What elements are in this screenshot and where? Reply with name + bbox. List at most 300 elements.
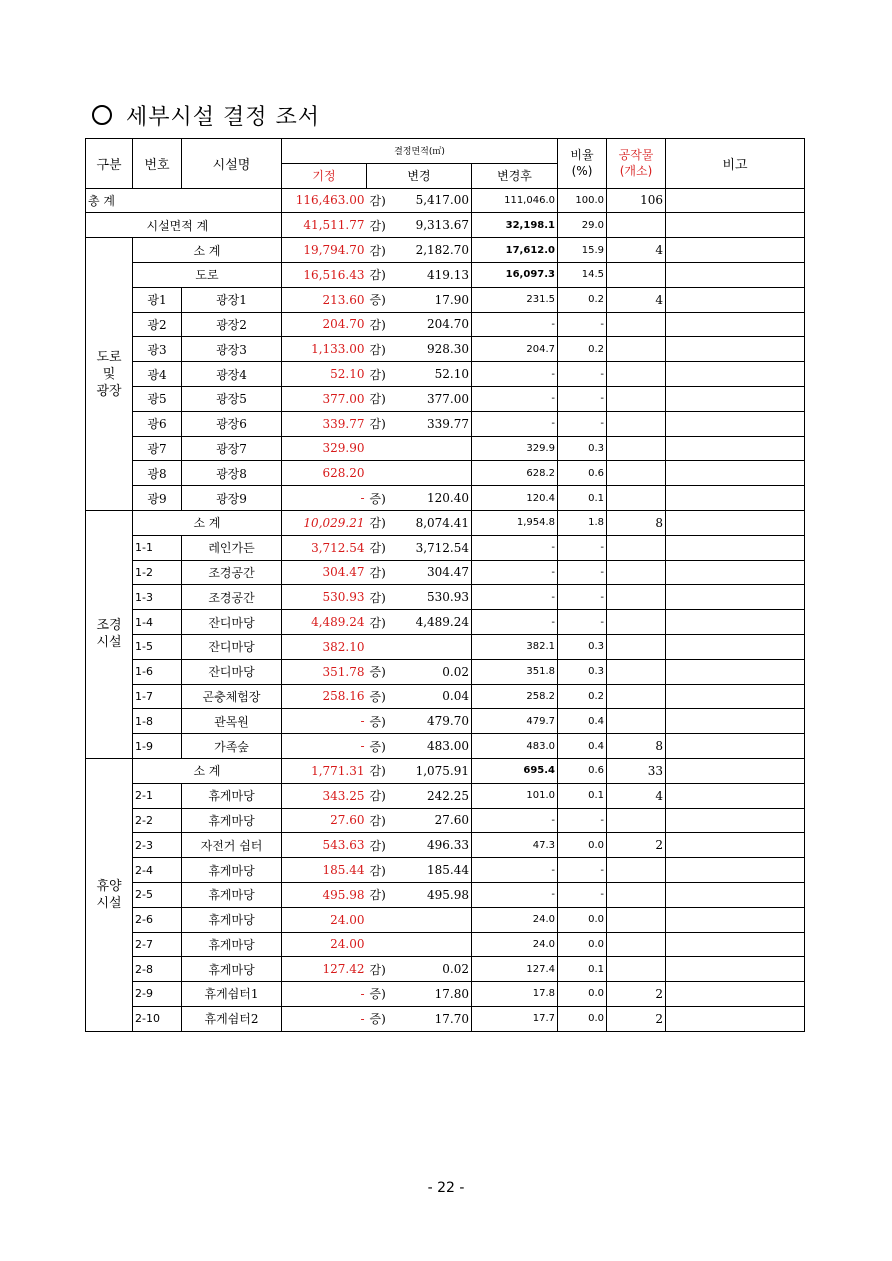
cell-change (390, 907, 472, 932)
cell-orig: - (282, 486, 367, 511)
group-label-line: 및 (102, 366, 116, 382)
cell-works: 2 (607, 1006, 666, 1031)
group-label (86, 238, 133, 511)
cell-after: 17.7 (472, 1006, 558, 1031)
cell-works (607, 659, 666, 684)
cell-ratio: 0.3 (558, 436, 607, 461)
cell-orig: 382.10 (282, 634, 367, 659)
cell-note (666, 386, 805, 411)
cell-sign (367, 634, 390, 659)
table-row (86, 858, 805, 883)
cell-orig: 329.90 (282, 436, 367, 461)
cell-after: - (472, 882, 558, 907)
cell-sign: 감) (367, 758, 390, 783)
cell-works (607, 610, 666, 635)
cell-after: 695.4 (472, 758, 558, 783)
cell-note (666, 287, 805, 312)
cell-change: 8,074.41 (390, 510, 472, 535)
cell-after: 32,198.1 (472, 213, 558, 238)
cell-after: 204.7 (472, 337, 558, 362)
cell-name: 잔디마당 (182, 634, 282, 659)
cell-sign: 감) (367, 560, 390, 585)
cell-name: 광장6 (182, 411, 282, 436)
cell-sign (367, 461, 390, 486)
cell-change: 27.60 (390, 808, 472, 833)
group-label (86, 510, 133, 758)
facility-label: 시설면적 계 (133, 213, 282, 238)
cell-sign: 감) (367, 362, 390, 387)
cell-ratio: - (558, 560, 607, 585)
subtotal-label: 소 계 (133, 238, 282, 263)
cell-works (607, 882, 666, 907)
cell-change: 0.02 (390, 659, 472, 684)
cell-ratio: - (558, 535, 607, 560)
cell-num: 1-4 (133, 610, 182, 635)
table-row (86, 684, 805, 709)
cell-name: 광장8 (182, 461, 282, 486)
cell-works (607, 585, 666, 610)
cell-ratio: 0.0 (558, 1006, 607, 1031)
cell-name: 레인가든 (182, 535, 282, 560)
cell-note (666, 238, 805, 263)
cell-sign: 감) (367, 858, 390, 883)
cell-note (666, 436, 805, 461)
cell-sign: 감) (367, 312, 390, 337)
cell-change: 52.10 (390, 362, 472, 387)
cell-note (666, 709, 805, 734)
cell-after: 24.0 (472, 932, 558, 957)
cell-ratio: 0.6 (558, 461, 607, 486)
cell-orig: 52.10 (282, 362, 367, 387)
table-row (86, 560, 805, 585)
header-after: 변경후 (472, 163, 558, 188)
cell-works (607, 312, 666, 337)
cell-works (607, 932, 666, 957)
cell-works (607, 560, 666, 585)
cell-num: 1-6 (133, 659, 182, 684)
cell-note (666, 486, 805, 511)
group-label (86, 758, 133, 1031)
subtotal-label: 소 계 (133, 758, 282, 783)
header-ratio-unit: (%) (571, 164, 593, 179)
cell-num: 2-8 (133, 957, 182, 982)
cell-num: 2-5 (133, 882, 182, 907)
cell-note (666, 957, 805, 982)
subtotal-row (86, 238, 805, 263)
cell-works: 4 (607, 287, 666, 312)
road-row (86, 262, 805, 287)
cell-ratio: 0.4 (558, 709, 607, 734)
cell-after: - (472, 535, 558, 560)
cell-ratio: - (558, 386, 607, 411)
cell-num: 2-7 (133, 932, 182, 957)
cell-ratio: 0.0 (558, 982, 607, 1007)
cell-orig: 16,516.43 (282, 262, 367, 287)
cell-works: 8 (607, 510, 666, 535)
cell-after: 628.2 (472, 461, 558, 486)
cell-ratio: 0.2 (558, 287, 607, 312)
cell-change: 5,417.00 (390, 188, 472, 213)
cell-works: 8 (607, 734, 666, 759)
cell-ratio: 100.0 (558, 188, 607, 213)
cell-ratio: 0.6 (558, 758, 607, 783)
cell-orig: 543.63 (282, 833, 367, 858)
cell-sign: 증) (367, 709, 390, 734)
cell-num: 2-3 (133, 833, 182, 858)
cell-orig: 24.00 (282, 932, 367, 957)
cell-works (607, 808, 666, 833)
cell-after: - (472, 362, 558, 387)
cell-change: 185.44 (390, 858, 472, 883)
cell-ratio: 0.2 (558, 684, 607, 709)
cell-note (666, 585, 805, 610)
cell-change: 9,313.67 (390, 213, 472, 238)
cell-ratio: - (558, 610, 607, 635)
cell-name: 휴게마당 (182, 858, 282, 883)
cell-note (666, 1006, 805, 1031)
cell-num: 광3 (133, 337, 182, 362)
cell-name: 휴게마당 (182, 882, 282, 907)
table-row (86, 734, 805, 759)
total-row (86, 188, 805, 213)
header-change: 변경 (367, 163, 472, 188)
table-row (86, 808, 805, 833)
cell-sign: 감) (367, 833, 390, 858)
circle-icon (92, 105, 112, 125)
cell-change: 0.04 (390, 684, 472, 709)
cell-name: 가족숲 (182, 734, 282, 759)
cell-change: 120.40 (390, 486, 472, 511)
cell-orig: 495.98 (282, 882, 367, 907)
cell-note (666, 312, 805, 337)
cell-orig: 258.16 (282, 684, 367, 709)
cell-change: 419.13 (390, 262, 472, 287)
cell-ratio: 0.0 (558, 932, 607, 957)
cell-orig: 41,511.77 (282, 213, 367, 238)
group-label-line: 시설 (96, 635, 122, 651)
cell-name: 광장7 (182, 436, 282, 461)
cell-name: 광장3 (182, 337, 282, 362)
total-label: 총 계 (86, 188, 282, 213)
table-row (86, 287, 805, 312)
cell-note (666, 213, 805, 238)
header-name: 시설명 (182, 139, 282, 189)
group-label-line: 도로 (96, 349, 122, 365)
cell-num: 1-7 (133, 684, 182, 709)
cell-note (666, 634, 805, 659)
cell-ratio: 0.2 (558, 337, 607, 362)
table-row (86, 337, 805, 362)
cell-note (666, 337, 805, 362)
cell-sign: 증) (367, 982, 390, 1007)
table-row (86, 486, 805, 511)
cell-ratio: - (558, 858, 607, 883)
cell-num: 2-9 (133, 982, 182, 1007)
cell-name: 곤충체험장 (182, 684, 282, 709)
cell-name: 조경공간 (182, 560, 282, 585)
cell-name: 휴게쉼터2 (182, 1006, 282, 1031)
cell-name: 잔디마당 (182, 610, 282, 635)
cell-after: - (472, 560, 558, 585)
cell-name: 광장4 (182, 362, 282, 387)
header-ratio (558, 139, 607, 189)
cell-name: 휴게마당 (182, 932, 282, 957)
table-row (86, 362, 805, 387)
cell-works: 106 (607, 188, 666, 213)
cell-after: 17,612.0 (472, 238, 558, 263)
cell-note (666, 808, 805, 833)
cell-after: 231.5 (472, 287, 558, 312)
cell-change (390, 461, 472, 486)
cell-works: 33 (607, 758, 666, 783)
cell-num: 1-9 (133, 734, 182, 759)
header-gubun: 구분 (86, 139, 133, 189)
cell-name: 광장9 (182, 486, 282, 511)
cell-sign: 증) (367, 734, 390, 759)
cell-ratio: - (558, 882, 607, 907)
cell-after: - (472, 312, 558, 337)
cell-sign: 감) (367, 411, 390, 436)
cell-note (666, 858, 805, 883)
cell-change: 928.30 (390, 337, 472, 362)
cell-orig: 24.00 (282, 907, 367, 932)
cell-ratio: 14.5 (558, 262, 607, 287)
cell-name: 광장5 (182, 386, 282, 411)
table-row (86, 610, 805, 635)
table-row (86, 535, 805, 560)
table-row (86, 436, 805, 461)
header-orig: 기정 (282, 163, 367, 188)
cell-sign: 감) (367, 610, 390, 635)
cell-name: 잔디마당 (182, 659, 282, 684)
cell-ratio: 0.3 (558, 659, 607, 684)
cell-num: 1-2 (133, 560, 182, 585)
table-row (86, 461, 805, 486)
cell-sign: 감) (367, 386, 390, 411)
cell-orig: 339.77 (282, 411, 367, 436)
table-row (86, 386, 805, 411)
cell-name: 자전거 쉼터 (182, 833, 282, 858)
cell-num: 1-1 (133, 535, 182, 560)
cell-name: 휴게마당 (182, 957, 282, 982)
cell-note (666, 982, 805, 1007)
cell-works (607, 684, 666, 709)
cell-change (390, 436, 472, 461)
header-works (607, 139, 666, 189)
cell-ratio: - (558, 411, 607, 436)
header-ratio-label: 비율 (570, 148, 594, 163)
cell-orig: 10,029.21 (282, 510, 367, 535)
cell-orig: - (282, 1006, 367, 1031)
cell-ratio: - (558, 362, 607, 387)
cell-sign: 감) (367, 808, 390, 833)
cell-sign: 감) (367, 510, 390, 535)
cell-ratio: 0.3 (558, 634, 607, 659)
cell-after: - (472, 610, 558, 635)
cell-works (607, 634, 666, 659)
cell-note (666, 262, 805, 287)
cell-num: 2-4 (133, 858, 182, 883)
cell-sign: 감) (367, 882, 390, 907)
cell-note (666, 833, 805, 858)
cell-after: 1,954.8 (472, 510, 558, 535)
cell-works (607, 461, 666, 486)
cell-num: 광8 (133, 461, 182, 486)
cell-sign: 감) (367, 585, 390, 610)
cell-name: 휴게마당 (182, 808, 282, 833)
cell-after: 120.4 (472, 486, 558, 511)
group-label-line: 광장 (96, 383, 122, 399)
cell-ratio: 0.4 (558, 734, 607, 759)
cell-note (666, 461, 805, 486)
cell-orig: 4,489.24 (282, 610, 367, 635)
cell-ratio: 15.9 (558, 238, 607, 263)
cell-num: 광2 (133, 312, 182, 337)
cell-orig: 3,712.54 (282, 535, 367, 560)
cell-change: 242.25 (390, 783, 472, 808)
cell-note (666, 659, 805, 684)
subtotal-label: 소 계 (133, 510, 282, 535)
table-row (86, 709, 805, 734)
table-row (86, 907, 805, 932)
cell-sign: 감) (367, 783, 390, 808)
cell-orig: 377.00 (282, 386, 367, 411)
group-label-line: 조경 (96, 618, 122, 634)
cell-num: 1-3 (133, 585, 182, 610)
cell-after: - (472, 858, 558, 883)
cell-after: 17.8 (472, 982, 558, 1007)
cell-after: 351.8 (472, 659, 558, 684)
cell-change: 0.02 (390, 957, 472, 982)
cell-num: 광6 (133, 411, 182, 436)
cell-num: 광4 (133, 362, 182, 387)
facility-blank (86, 213, 133, 238)
subtotal-row (86, 758, 805, 783)
cell-works (607, 957, 666, 982)
page-number: - 22 - (427, 1180, 465, 1196)
cell-num: 광5 (133, 386, 182, 411)
cell-ratio: - (558, 312, 607, 337)
cell-works (607, 362, 666, 387)
cell-works (607, 213, 666, 238)
cell-sign: 감) (367, 337, 390, 362)
cell-after: 329.9 (472, 436, 558, 461)
cell-after: 47.3 (472, 833, 558, 858)
cell-change: 3,712.54 (390, 535, 472, 560)
header-area: 결정면적(㎡) (282, 139, 558, 164)
cell-after: 258.2 (472, 684, 558, 709)
cell-sign: 감) (367, 957, 390, 982)
cell-num: 2-1 (133, 783, 182, 808)
cell-orig: 127.42 (282, 957, 367, 982)
cell-change: 17.80 (390, 982, 472, 1007)
cell-ratio: 0.0 (558, 833, 607, 858)
cell-works (607, 907, 666, 932)
header-row-1 (86, 139, 805, 164)
cell-ratio: - (558, 585, 607, 610)
cell-num: 2-6 (133, 907, 182, 932)
table-row (86, 585, 805, 610)
cell-orig: 628.20 (282, 461, 367, 486)
cell-after: 101.0 (472, 783, 558, 808)
title-text: 세부시설 결정 조서 (126, 105, 321, 130)
cell-after: 24.0 (472, 907, 558, 932)
cell-name: 조경공간 (182, 585, 282, 610)
cell-works (607, 486, 666, 511)
cell-ratio: 29.0 (558, 213, 607, 238)
cell-change: 17.90 (390, 287, 472, 312)
cell-orig: - (282, 982, 367, 1007)
cell-change: 17.70 (390, 1006, 472, 1031)
cell-ratio: 0.1 (558, 957, 607, 982)
table-row (86, 882, 805, 907)
cell-note (666, 882, 805, 907)
table-row (86, 411, 805, 436)
cell-num: 광1 (133, 287, 182, 312)
cell-name: 휴게마당 (182, 783, 282, 808)
table-row (86, 957, 805, 982)
cell-note (666, 362, 805, 387)
cell-after: 479.7 (472, 709, 558, 734)
cell-works (607, 436, 666, 461)
cell-note (666, 510, 805, 535)
cell-change: 483.00 (390, 734, 472, 759)
cell-works (607, 262, 666, 287)
cell-num: 광9 (133, 486, 182, 511)
cell-orig: 343.25 (282, 783, 367, 808)
cell-change (390, 932, 472, 957)
cell-name: 관목원 (182, 709, 282, 734)
cell-orig: 116,463.00 (282, 188, 367, 213)
cell-orig: - (282, 734, 367, 759)
table-row (86, 312, 805, 337)
cell-after: 111,046.0 (472, 188, 558, 213)
cell-sign (367, 932, 390, 957)
cell-after: 16,097.3 (472, 262, 558, 287)
header-note: 비고 (666, 139, 805, 189)
cell-ratio: 1.8 (558, 510, 607, 535)
cell-num: 1-8 (133, 709, 182, 734)
cell-works: 2 (607, 982, 666, 1007)
subtotal-row (86, 510, 805, 535)
cell-after: 483.0 (472, 734, 558, 759)
cell-change: 479.70 (390, 709, 472, 734)
table-row (86, 1006, 805, 1031)
cell-orig: 304.47 (282, 560, 367, 585)
cell-num: 2-2 (133, 808, 182, 833)
cell-sign: 증) (367, 287, 390, 312)
table-row (86, 833, 805, 858)
table-row (86, 659, 805, 684)
cell-works (607, 411, 666, 436)
cell-name: 휴게마당 (182, 907, 282, 932)
cell-works (607, 386, 666, 411)
group-label-line: 휴양 (96, 878, 122, 894)
cell-change (390, 634, 472, 659)
cell-sign (367, 436, 390, 461)
cell-orig: 1,133.00 (282, 337, 367, 362)
cell-orig: 27.60 (282, 808, 367, 833)
table-row (86, 634, 805, 659)
cell-after: 382.1 (472, 634, 558, 659)
facility-area-row (86, 213, 805, 238)
cell-orig: 213.60 (282, 287, 367, 312)
cell-note (666, 684, 805, 709)
cell-change: 530.93 (390, 585, 472, 610)
cell-orig: 185.44 (282, 858, 367, 883)
cell-name: 휴게쉼터1 (182, 982, 282, 1007)
header-num: 번호 (133, 139, 182, 189)
